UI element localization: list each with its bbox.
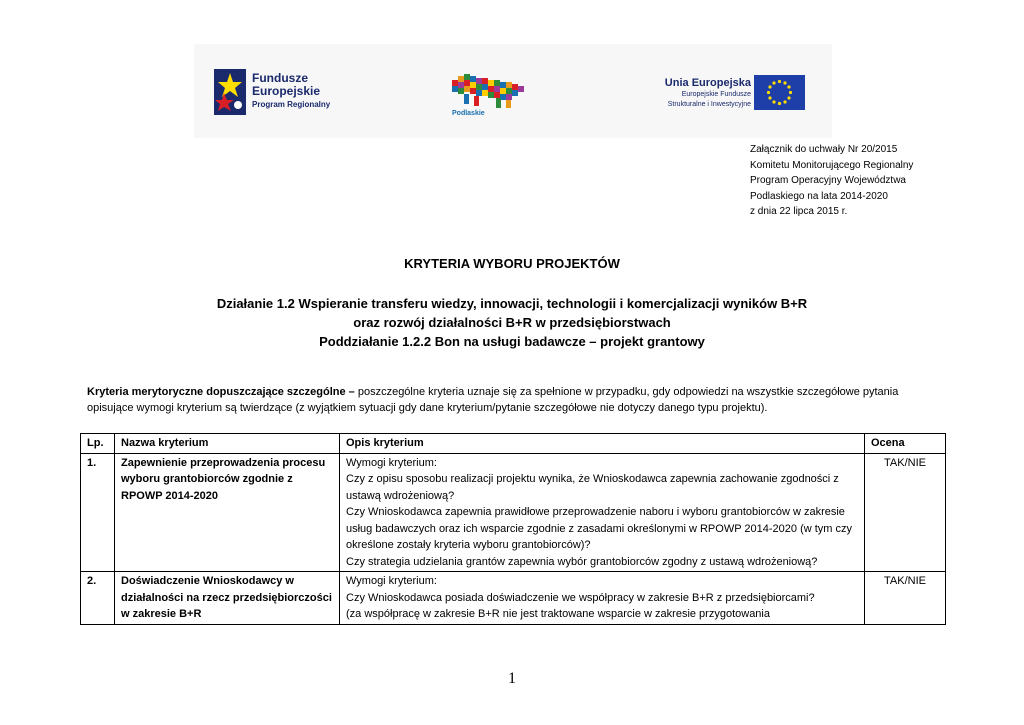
ue-line2: Europejskie Fundusze <box>681 91 751 98</box>
fe-star-mark-icon <box>214 69 246 115</box>
action-line1: Działanie 1.2 Wspieranie transferu wiedzy, innowacji, technologii i komercjalizacji wyników B+R <box>216 296 808 311</box>
page-number: 1 <box>508 670 516 687</box>
annex-line: Podlaskiego na lata 2014-2020 <box>750 190 888 202</box>
desc-line: Czy Wnioskodawca zapewnia prawidłowe przeprowadzenie naboru i wyboru grantobiorców w zakresie usług badawczych oraz ich wsparcie zgodnie z zasadami określonymi w RPOWP 2014-2020 (w tym czy określone zostały kryteria wyboru grantobiorców)? <box>346 506 853 551</box>
row-desc <box>340 453 865 572</box>
row-lp: 2. <box>81 572 115 625</box>
annex-line: z dnia 22 lipca 2015 r. <box>750 206 848 217</box>
row-name: Zapewnienie przeprowadzenia procesu wyboru grantobiorców zgodnie z RPOWP 2014-2020 <box>115 453 340 572</box>
ue-text <box>649 76 751 110</box>
intro-text: poszczególne kryteria uznaje się za spełnione w przypadku, gdy odpowiedzi na wszystkie szczegółowe pytania opisujące wymogi kryterium są twierdzące (z wyjątkiem sytuacji gdy dane kryterium/pytanie szczegółowe nie dotyczy danego typu projektu). <box>87 386 899 414</box>
desc-line: Czy strategia udzielania grantów zapewnia wybór grantobiorców zgodny z ustawą wdrożeniową? <box>346 555 818 568</box>
document-title: KRYTERIA WYBORU PROJEKTÓW <box>404 256 620 271</box>
fe-line1: Fundusze <box>252 71 308 85</box>
bison-mosaic-icon <box>444 72 539 110</box>
row-desc <box>340 572 865 625</box>
logo-band <box>194 44 832 138</box>
desc-line: Wymogi kryterium: <box>346 575 437 587</box>
row-score: TAK/NIE <box>865 453 946 572</box>
fundusze-europejskie-logo <box>214 69 344 119</box>
action-line2: oraz rozwój działalności B+R w przedsiębiorstwach <box>353 315 671 330</box>
action-heading <box>0 294 1024 351</box>
header-name: Nazwa kryterium <box>115 434 340 454</box>
table-header-row <box>81 434 946 454</box>
ue-line3: Strukturalne i Inwestycyjne <box>667 101 751 108</box>
criteria-table <box>80 433 946 625</box>
intro-bold: Kryteria merytoryczne dopuszczające szczególne – <box>87 386 355 398</box>
header-lp: Lp. <box>81 434 115 454</box>
eu-flag-icon <box>754 75 805 110</box>
row-name: Doświadczenie Wnioskodawcy w działalności na rzecz przedsiębiorczości w zakresie B+R <box>115 572 340 625</box>
row-lp: 1. <box>81 453 115 572</box>
desc-line: Czy z opisu sposobu realizacji projektu wynika, że Wnioskodawca zapewnia zachowanie zgodności z ustawą wdrożeniową? <box>346 473 839 502</box>
podlaskie-logo <box>444 72 539 122</box>
header-score: Ocena <box>865 434 946 454</box>
header-desc: Opis kryterium <box>340 434 865 454</box>
action-line3: Poddziałanie 1.2.2 Bon na usługi badawcze – projekt grantowy <box>319 334 705 349</box>
table-row <box>81 453 946 572</box>
desc-line: (za współpracę w zakresie B+R nie jest traktowane wsparcie w zakresie przygotowania <box>346 608 770 620</box>
fe-line2: Europejskie <box>252 84 321 98</box>
criteria-intro <box>87 384 937 416</box>
annex-line: Komitetu Monitorującego Regionalny <box>750 159 914 171</box>
ue-line1: Unia Europejska <box>664 77 751 89</box>
annex-line: Załącznik do uchwały Nr 20/2015 <box>750 144 898 155</box>
annex-line: Program Operacyjny Województwa <box>750 175 906 186</box>
desc-line: Wymogi kryterium: <box>346 456 437 469</box>
desc-line: Czy Wnioskodawca posiada doświadczenie we współpracy w zakresie B+R z przedsiębiorcami? <box>346 591 815 604</box>
annex-note <box>750 142 913 220</box>
podlaskie-label: Podlaskie <box>452 110 485 117</box>
fe-line3: Program Regionalny <box>252 100 331 109</box>
table-row <box>81 572 946 625</box>
row-score: TAK/NIE <box>865 572 946 625</box>
